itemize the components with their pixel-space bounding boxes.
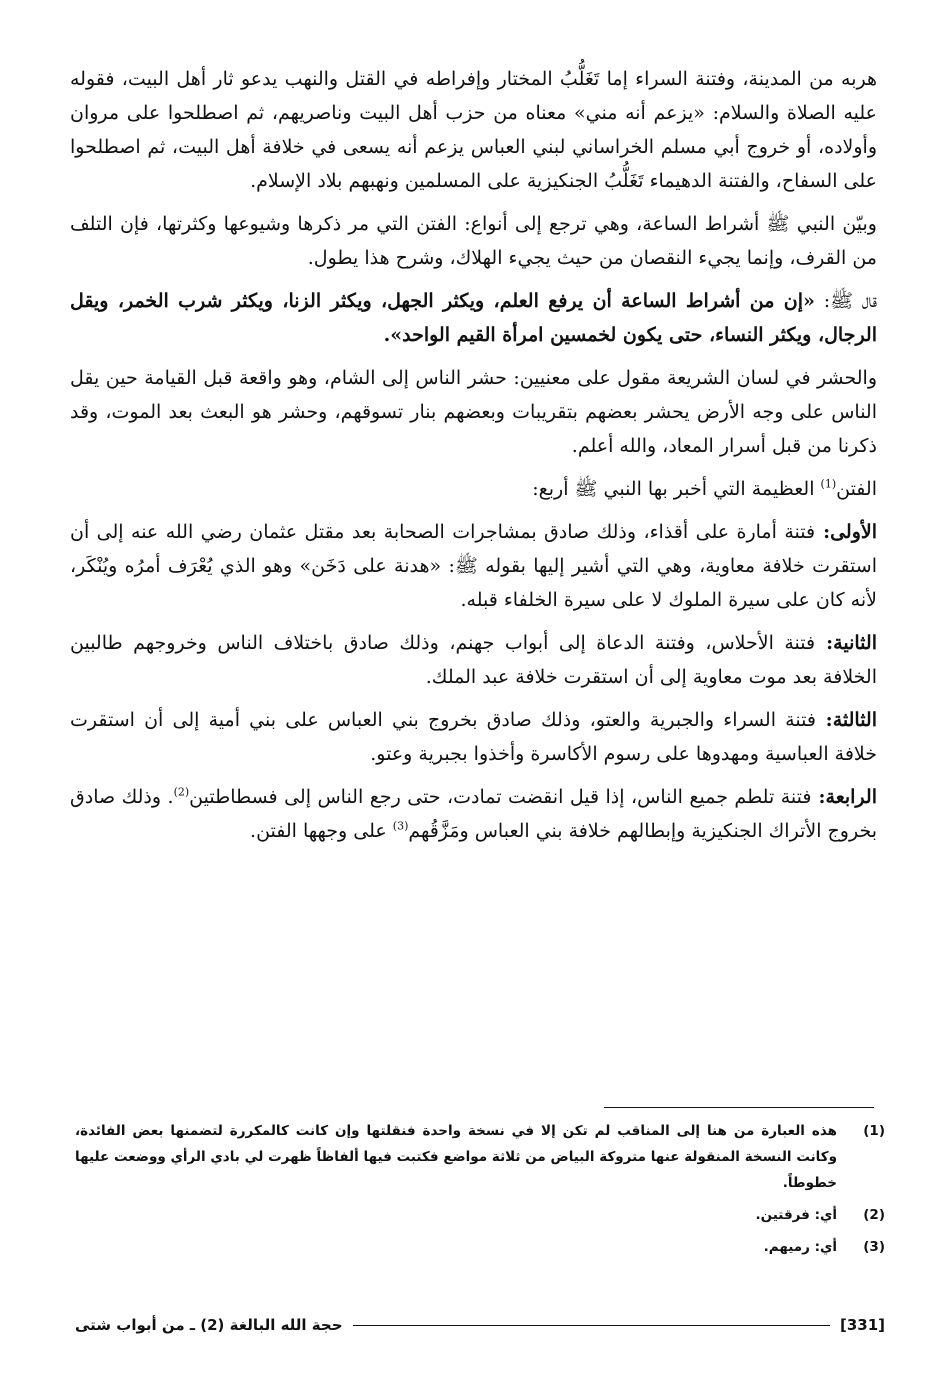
hadith-intro: قال ﷺ:: [814, 290, 877, 312]
footer-rule: [353, 1325, 830, 1326]
page-number: [331]: [839, 1316, 885, 1334]
paragraph-1: [70, 62, 877, 198]
footnote-number: (1): [863, 1123, 885, 1139]
paragraph-text: الفتن: [836, 478, 877, 500]
paragraph-second-fitna: [70, 626, 877, 694]
paragraph-first-fitna: [70, 515, 877, 617]
book-title: حجة الله البالغة (2) ـ من أبواب شتى: [75, 1316, 343, 1334]
footnote-text: هذه العبارة من هنا إلى المناقب لم تكن إلا في نسخة واحدة فنقلتها وإن كانت كالمكررة لتضمنها بعض الفائدة، وكانت النسخة المنقولة عنها متروكة البياض من ثلاثة مواضع فكتبت فيها ألفاظاً ظهرت لي بادي الرأي ووضعت عليها خطوطاً.: [75, 1123, 837, 1191]
paragraph-text: . وذلك صادق بخروج الأتراك الجنكيزية وإبطالهم خلافة بني العباس ومَزَّقُهم: [70, 786, 877, 842]
paragraph-text: على وجهها الفتن.: [250, 820, 393, 842]
footnote-number: (3): [863, 1239, 885, 1255]
footnote-ref-1[interactable]: (1): [820, 477, 837, 491]
paragraph-text: فتنة السراء والجبرية والعتو، وذلك صادق بخروج بني العباس على بني أمية إلى أن استقرت خلافة العباسية ومهدوها على رسوم الأكاسرة وأخذوا بجبرية وعتو.: [70, 709, 877, 765]
section-lead: الرابعة:: [811, 786, 877, 808]
paragraph-fourth-fitna: [70, 780, 877, 848]
section-lead: الثالثة:: [815, 709, 877, 731]
paragraph-third-fitna: [70, 703, 877, 771]
paragraph-text: العظيمة التي أخبر بها النبي ﷺ أربع:: [532, 478, 821, 500]
paragraph-text: فتنة أمارة على أقذاء، وذلك صادق بمشاجرات الصحابة بعد مقتل عثمان رضي الله عنه إلى أن استقرت خلافة معاوية، وهي التي أشير إليها بقوله ﷺ: «هدنة على دَخَن» وهو الذي يُعْرَف أمرُه ويُنْكَر، لأنه كان على سيرة الملوك لا على سيرة الخلفاء قبله.: [70, 521, 877, 611]
paragraph-2: [70, 207, 877, 275]
paragraph-text: وبيّن النبي ﷺ أشراط الساعة، وهي ترجع إلى أنواع: الفتن التي مر ذكرها وشيوعها وكثرتها، فإن التلف من القرف، وإنما يجيء النقصان من حيث يجيء الهلاك، وشرح هذا يطول.: [70, 213, 877, 269]
footnote-ref-3[interactable]: (3): [392, 819, 409, 833]
paragraph-5: [70, 472, 877, 506]
footnote-1: [75, 1118, 885, 1196]
footnote-ref-2[interactable]: (2): [173, 785, 190, 799]
section-lead: الثانية:: [815, 632, 877, 654]
page-footer: [75, 1308, 885, 1342]
footnotes: [75, 1118, 885, 1266]
paragraph-text: والحشر في لسان الشريعة مقول على معنيين: حشر الناس إلى الشام، وهو واقعة قبل القيامة حين يقل الناس على وجه الأرض يحشر بعضهم بتقريبات وبعضهم بنار تسوقهم، وحشر هو البعث بعد الموت، وقد ذكرنا من قبل أسرار المعاد، والله أعلم.: [70, 367, 877, 457]
footnote-2: [75, 1202, 885, 1228]
paragraph-text: فتنة الأحلاس، وفتنة الدعاة إلى أبواب جهنم، وذلك صادق باختلاف الناس وخروجهم طالبين الخلافة بعد موت معاوية إلى أن استقرت خلافة عبد الملك.: [70, 632, 877, 688]
section-lead: الأولى:: [815, 521, 878, 543]
paragraph-text: هربه من المدينة، وفتنة السراء إما تَغَلُّبُ المختار وإفراطه في القتل والنهب يدعو ثار أهل البيت، فقوله عليه الصلاة والسلام: «يزعم أنه مني» معناه من حزب أهل البيت وناصريهم، ثم اصطلحوا على مروان وأولاده، أو خروج أبي مسلم الخراساني لبني العباس يزعم أنه يسعى في خلافة أهل البيت، ثم اصطلحوا على السفاح، والفتنة الدهيماء تَغَلُّبُ الجنكيزية على المسلمين ونهبهم بلاد الإسلام.: [70, 68, 877, 192]
paragraph-text: فتنة تلطم جميع الناس، إذا قيل انقضت تمادت، حتى رجع الناس إلى فسطاطتين: [189, 786, 812, 808]
paragraph-3-hadith: [70, 284, 877, 352]
footnote-text: أي: رميهم.: [763, 1239, 837, 1255]
footnote-text: أي: فرقتين.: [755, 1207, 837, 1223]
paragraph-4: [70, 361, 877, 463]
footnote-separator: [604, 1107, 874, 1108]
hadith-text: «إن من أشراط الساعة أن يرفع العلم، ويكثر الجهل، ويكثر الزنا، ويكثر شرب الخمر، ويقل الرجال، ويكثر النساء، حتى يكون لخمسين امرأة القيم الواحد».: [70, 290, 877, 346]
footnote-3: [75, 1234, 885, 1260]
footnote-number: (2): [863, 1207, 885, 1223]
